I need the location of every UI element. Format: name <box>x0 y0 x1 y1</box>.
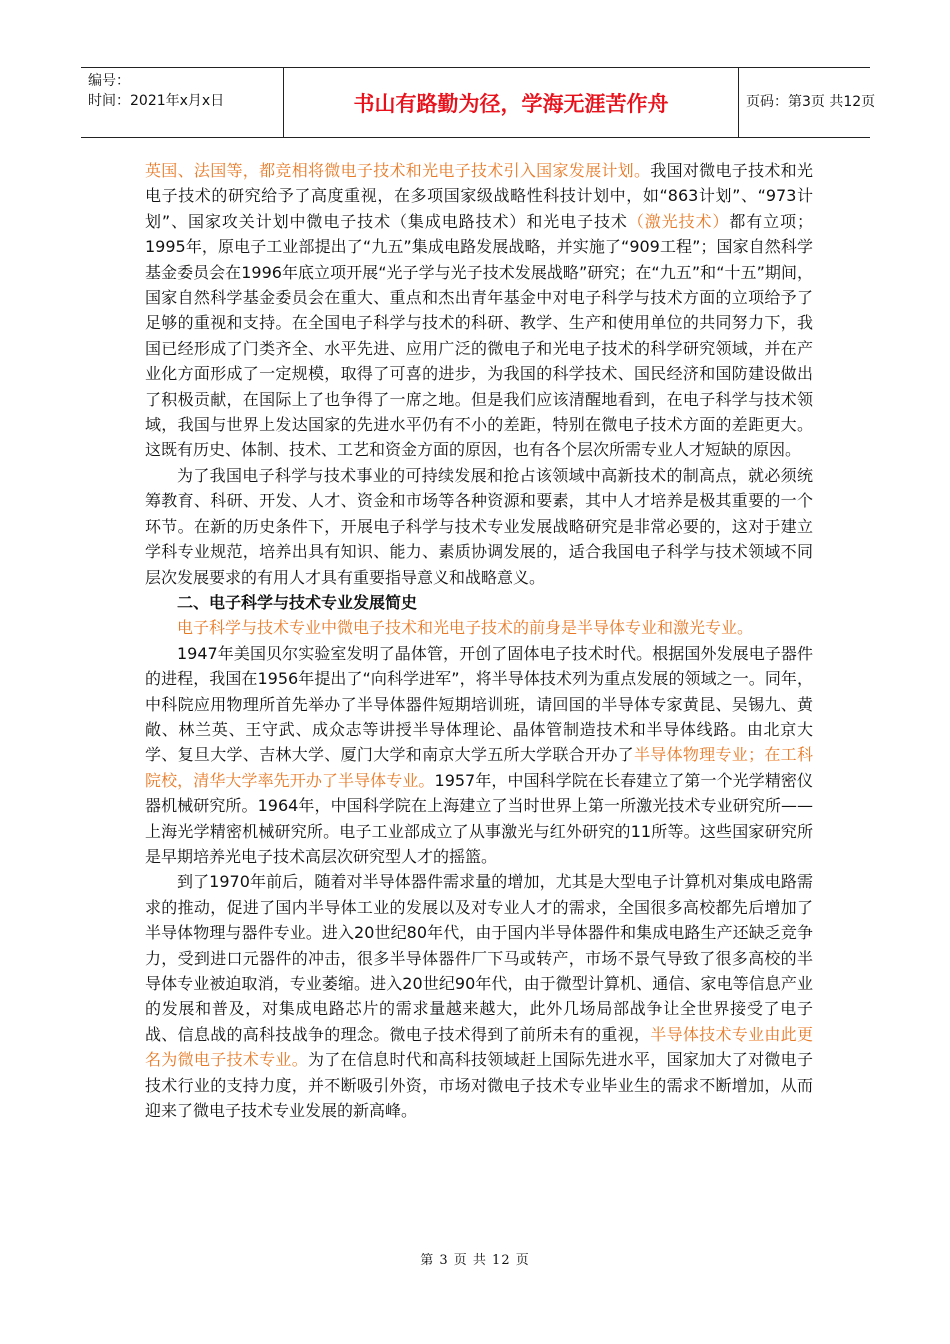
paragraph-3 <box>145 615 813 640</box>
header-page-info: 页码：第3页 共12页 <box>746 94 876 110</box>
header-motto: 书山有路勤为径，学海无涯苦作舟 <box>353 91 669 116</box>
section-heading: 二、电子科学与技术专业发展简史 <box>177 592 418 612</box>
highlighted-text: （激光技术） <box>627 211 730 231</box>
document-body <box>145 158 813 1123</box>
page-footer: 第 3 页 共 12 页 <box>420 1253 530 1268</box>
doc-number-label: 编号： <box>88 73 130 89</box>
paragraph-1 <box>145 158 813 463</box>
header-motto-cell <box>283 68 739 137</box>
paragraph-4 <box>145 641 813 870</box>
doc-time-label: 时间：2021年x月x日 <box>88 93 225 109</box>
body-text: 我国对微电子技术和光电子技术的研究给予了高度重视，在多项国家级战略性科技计划中，如“863计划”、“973计划”、国家攻关计划中微电子技术（集成电路技术）和光电子技术 <box>145 161 813 231</box>
body-text: 1947年美国贝尔实验室发明了晶体管，开创了固体电子技术时代。根据国外发展电子器件的进程，我国在1956年提出了“向科学进军”，将半导体技术列为重点发展的领域之一。同年，中科院应用物理所首先举办了半导体器件短期培训班，请回国的半导体专家黄昆、吴锡九、黄敞、林兰英、王守武、成众志等讲授半导体理论、晶体管制造技术和半导体线路。由北京大学、复旦大学、吉林大学、厦门大学和南京大学五所大学联合开办了 <box>145 643 813 765</box>
highlighted-text: 半导体物理专业；在工科院校，清华大学率先开办了半导体专业。 <box>145 745 813 790</box>
header-page-cell <box>738 68 876 137</box>
body-text: 1957年，中国科学院在长春建立了第一个光学精密仪器机械研究所。1964年，中国科学院在上海建立了当时世界上第一所激光技术专业研究所——上海光学精密机械研究所。电子工业部成立了从事激光与红外研究的11所等。这些国家研究所是早期培养光电子技术高层次研究型人才的摇篮。 <box>145 770 813 866</box>
page-header <box>81 67 876 138</box>
paragraph-5 <box>145 869 813 1123</box>
highlighted-text: 半导体技术专业由此更名为微电子技术专业。 <box>145 1024 813 1070</box>
highlighted-text: 电子科学与技术专业中微电子技术和光电子技术的前身是半导体专业和激光专业。 <box>177 618 754 638</box>
paragraph-2: 为了我国电子科学与技术事业的可持续发展和抢占该领域中高新技术的制高点，就必须统筹教育、科研、开发、人才、资金和市场等各种资源和要素，其中人才培养是极其重要的一个环节。在新的历史条件下，开展电子科学与技术专业发展战略研究是非常必要的，这对于建立学科专业规范，培养出具有知识、能力、素质协调发展的，适合我国电子科学与技术领域不同层次发展要求的有用人才具有重要指导意义和战略意义。 <box>145 465 813 587</box>
body-text: 都有立项；1995年，原电子工业部提出了“九五”集成电路发展战略，并实施了“909工程”；国家自然科学基金委员会在1996年底立项开展“光子学与光子技术发展战略”研究；在“九五”和“十五”期间，国家自然科学基金委员会在重大、重点和杰出青年基金中对电子科学与技术方面的立项给予了足够的重视和支持。在全国电子科学与技术的科研、教学、生产和使用单位的共同努力下，我国已经形成了门类齐全、水平先进、应用广泛的微电子和光电子技术的科学研究领域，并在产业化方面形成了一定规模，取得了可喜的进步，为我国的科学技术、国民经济和国防建设做出了积极贡献，在国际上了也争得了一席之地。但是我们应该清醒地看到，在电子科学与技术领域，我国与世界上发达国家的先进水平仍有不小的差距，特别在微电子技术方面的差距更大。这既有历史、体制、技术、工艺和资金方面的原因，也有各个层次所需专业人才短缺的原因。 <box>145 211 813 460</box>
body-text: 到了1970年前后，随着对半导体器件需求量的增加，尤其是大型电子计算机对集成电路需求的推动，促进了国内半导体工业的发展以及对专业人才的需求，全国很多高校都先后增加了半导体物理与器件专业。进入20世纪80年代，由于国内半导体器件和集成电路生产还缺乏竞争力，受到进口元器件的冲击，很多半导体器件厂下马或转产，市场不景气导致了很多高校的半导体专业被迫取消，专业萎缩。进入20世纪90年代，由于微型计算机、通信、家电等信息产业的发展和普及，对集成电路芯片的需求量越来越大，此外几场局部战争让全世界接受了电子战、信息战的高科技战争的理念。微电子技术得到了前所未有的重视， <box>145 872 813 1044</box>
header-meta-cell <box>81 68 283 137</box>
body-text: 为了在信息时代和高科技领域赶上国际先进水平，国家加大了对微电子技术行业的支持力度，并不断吸引外资，市场对微电子技术专业毕业生的需求不断增加，从而迎来了微电子技术专业发展的新高峰。 <box>145 1050 813 1121</box>
highlighted-text: 英国、法国等，都竞相将微电子技术和光电子技术引入国家发展计划。 <box>145 161 651 180</box>
